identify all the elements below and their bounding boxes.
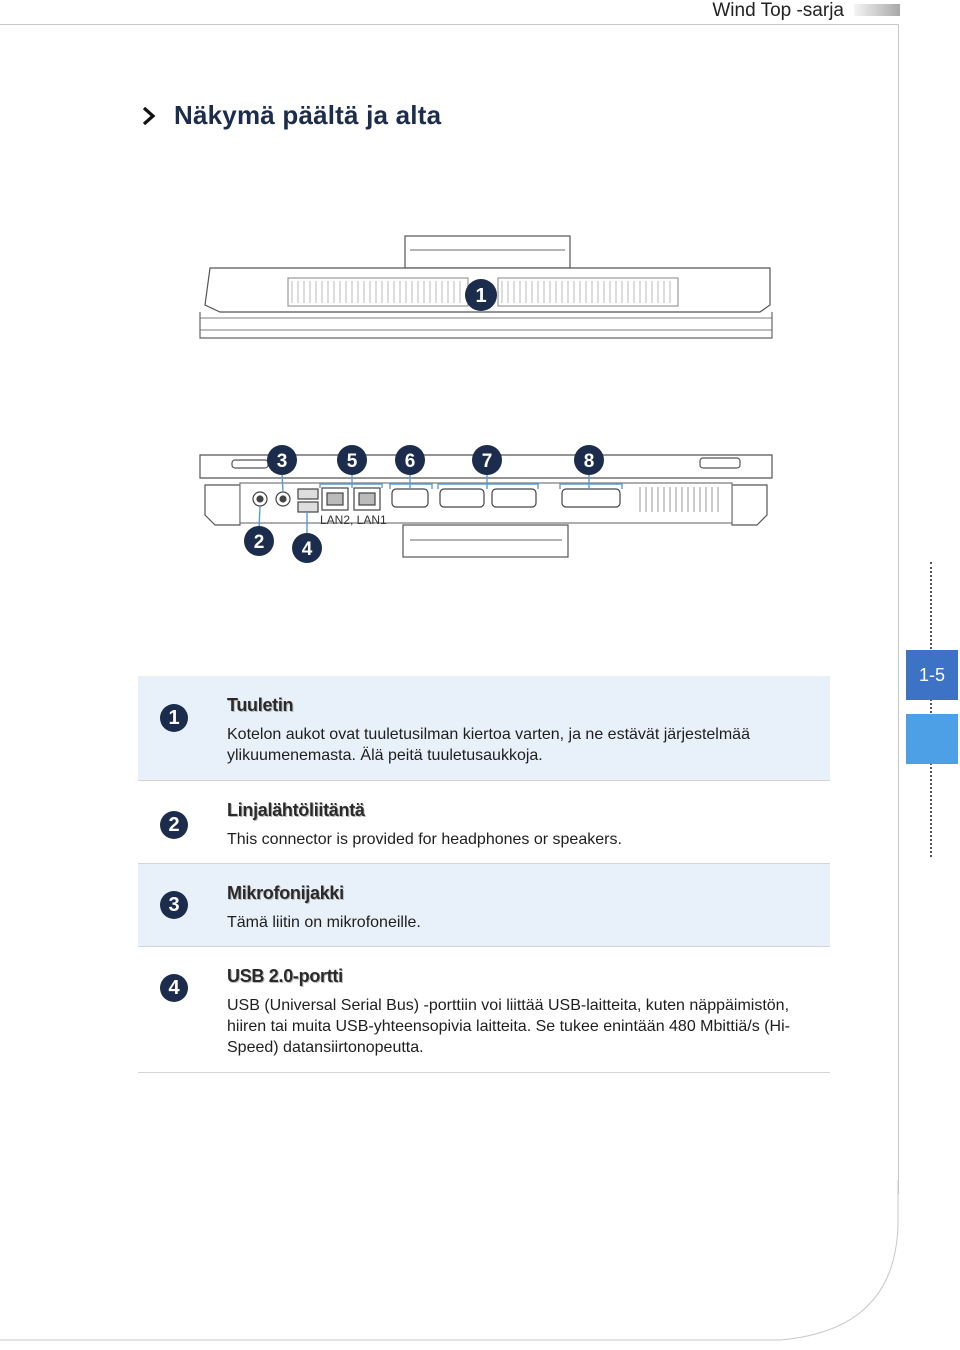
- item-description: Kotelon aukot ovat tuuletusilman kiertoa varten, ja ne estävät järjestelmää ylikuumenemasta. Älä peitä tuuletusaukkoja.: [227, 726, 750, 764]
- svg-text:8: 8: [583, 451, 595, 472]
- svg-text:6: 6: [404, 451, 416, 472]
- callout-7: [472, 445, 502, 475]
- item-title: Mikrofonijakki: [227, 883, 344, 903]
- item-description: USB (Universal Serial Bus) -porttiin voi liittää USB-laitteita, kuten näppäimistön, hiiren tai muita USB-yhteensopivia laitteita. Se tukee enintään 480 Mbittiä/s (Hi-Speed) datansiirtonopeutta.: [227, 997, 790, 1056]
- callout-1: [465, 279, 497, 311]
- item-title: Linjalähtöliitäntä: [227, 800, 365, 820]
- component-list: [138, 676, 830, 1073]
- callout-3: [267, 445, 297, 475]
- item-number-badge: 2: [160, 811, 188, 839]
- page-number-tab: 1-5: [906, 650, 958, 700]
- list-item-2: [138, 781, 830, 864]
- svg-text:2: 2: [253, 532, 265, 553]
- callout-4: [292, 533, 322, 563]
- list-item-3: [138, 864, 830, 947]
- callout-2: [244, 526, 274, 556]
- section-title: Näkymä päältä ja alta: [174, 100, 442, 130]
- page-edge-dotted-line: [930, 562, 932, 857]
- svg-text:4: 4: [301, 539, 313, 560]
- page-tab-marker: [906, 714, 958, 764]
- callout-6: [395, 445, 425, 475]
- item-description: This connector is provided for headphones or speakers.: [227, 831, 622, 848]
- callout-8: [574, 445, 604, 475]
- list-item-1: [138, 676, 830, 781]
- svg-text:1: 1: [475, 285, 487, 307]
- svg-text:5: 5: [346, 451, 358, 472]
- list-item-4: [138, 947, 830, 1073]
- svg-text:3: 3: [276, 451, 288, 472]
- running-header-title: Wind Top -sarja: [712, 0, 844, 21]
- item-number-badge: 4: [160, 974, 188, 1002]
- item-title: USB 2.0-portti: [227, 966, 343, 986]
- item-number-badge: 1: [160, 704, 188, 732]
- item-title: Tuuletin: [227, 695, 294, 715]
- device-views-diagram: [0, 0, 960, 600]
- item-description: Tämä liitin on mikrofoneille.: [227, 914, 421, 931]
- svg-text:7: 7: [481, 451, 493, 472]
- page-corner-curve: [0, 1180, 960, 1350]
- item-number-badge: 3: [160, 891, 188, 919]
- callout-5: [337, 445, 367, 475]
- lan-ports-label: LAN2, LAN1: [320, 513, 387, 527]
